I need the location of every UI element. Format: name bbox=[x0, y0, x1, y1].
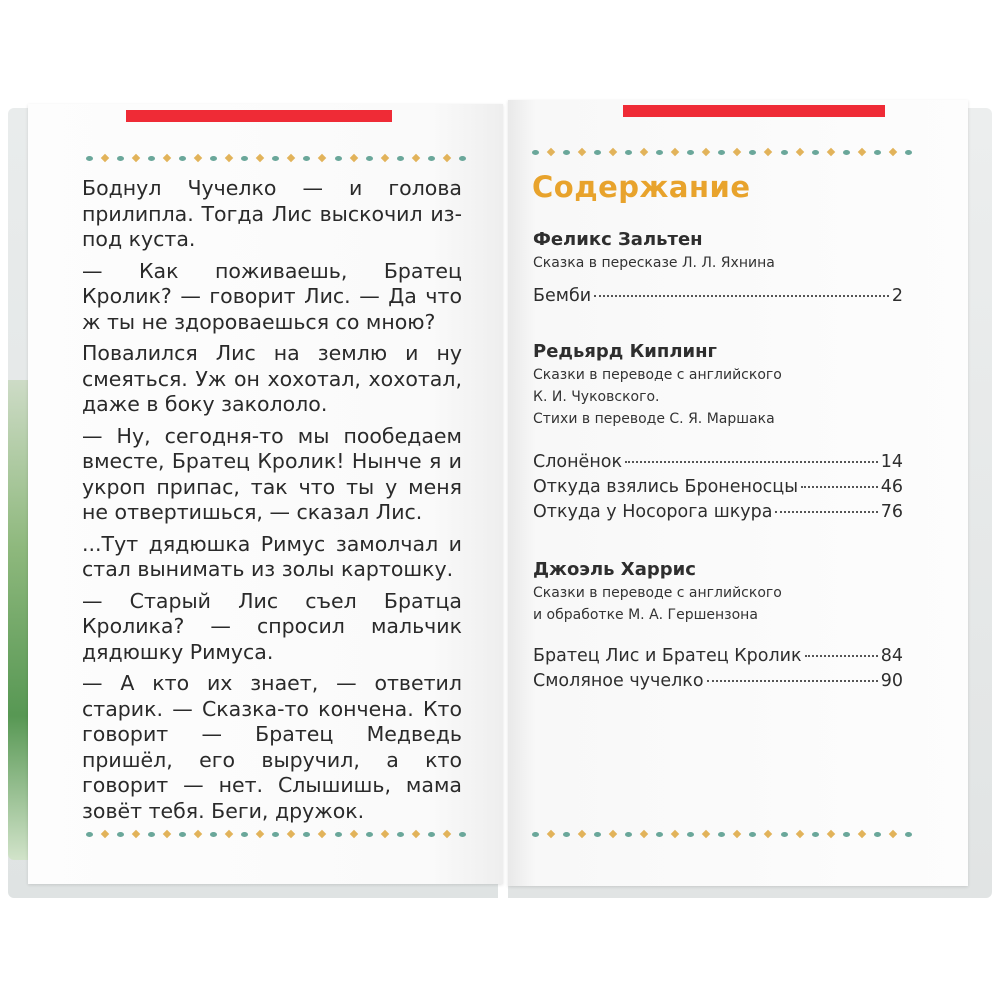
toc-entry-title: Бемби bbox=[533, 286, 592, 306]
dot-leader bbox=[805, 655, 878, 657]
paragraph: Повалился Лис на землю и ну смеяться. Уж он хохотал, хохотал, даже в боку закололо. bbox=[82, 341, 462, 416]
leaf-ornament-icon bbox=[812, 832, 819, 837]
diamond-ornament-icon bbox=[888, 148, 896, 156]
toc-note: Сказки в переводе с английского bbox=[533, 585, 782, 601]
leaf-ornament-icon bbox=[749, 150, 756, 155]
leaf-ornament-icon bbox=[656, 150, 663, 155]
leaf-ornament-icon bbox=[179, 156, 186, 161]
diamond-ornament-icon bbox=[380, 830, 388, 838]
leaf-ornament-icon bbox=[905, 150, 912, 155]
diamond-ornament-icon bbox=[194, 154, 202, 162]
toc-author: Редьярд Киплинг bbox=[533, 341, 717, 362]
diamond-ornament-icon bbox=[547, 148, 555, 156]
diamond-ornament-icon bbox=[287, 154, 295, 162]
toc-entry-page: 90 bbox=[880, 671, 903, 691]
leaf-ornament-icon bbox=[117, 832, 124, 837]
diamond-ornament-icon bbox=[101, 830, 109, 838]
diamond-ornament-icon bbox=[380, 154, 388, 162]
toc-entry-page: 76 bbox=[880, 502, 903, 522]
toc-entry-page: 14 bbox=[880, 452, 903, 472]
diamond-ornament-icon bbox=[547, 830, 555, 838]
diamond-ornament-icon bbox=[318, 830, 326, 838]
diamond-ornament-icon bbox=[826, 148, 834, 156]
diamond-ornament-icon bbox=[132, 154, 140, 162]
leaf-ornament-icon bbox=[428, 832, 435, 837]
ornament-top-right bbox=[532, 146, 912, 158]
dot-leader bbox=[594, 295, 889, 297]
leaf-ornament-icon bbox=[874, 150, 881, 155]
diamond-ornament-icon bbox=[163, 830, 171, 838]
diamond-ornament-icon bbox=[702, 148, 710, 156]
toc-note: К. И. Чуковского. bbox=[533, 389, 660, 405]
leaf-ornament-icon bbox=[532, 832, 539, 837]
paragraph: — Как поживаешь, Братец Кролик? — говорит Лис. — Да что ж ты не здороваешься со мною? bbox=[82, 258, 462, 334]
toc-section-2 bbox=[533, 340, 903, 525]
leaf-ornament-icon bbox=[397, 156, 404, 161]
leaf-ornament-icon bbox=[428, 156, 435, 161]
leaf-ornament-icon bbox=[397, 832, 404, 837]
diamond-ornament-icon bbox=[163, 154, 171, 162]
diamond-ornament-icon bbox=[132, 830, 140, 838]
diamond-ornament-icon bbox=[256, 154, 264, 162]
diamond-ornament-icon bbox=[225, 830, 233, 838]
toc-entry[interactable] bbox=[533, 284, 903, 309]
toc-entry-page: 2 bbox=[891, 286, 903, 306]
story-text bbox=[82, 176, 462, 824]
toc-entry-title: Смоляное чучелко bbox=[533, 671, 704, 691]
diamond-ornament-icon bbox=[411, 830, 419, 838]
paragraph: — А кто их знает, — ответил старик. — Сказка-то кончена. Кто говорит — Братец Медведь пришёл, его выручил, а кто говорит — нет. Слышишь, мама зовёт тебя. Беги, дружок. bbox=[82, 671, 462, 823]
dot-leader bbox=[801, 486, 878, 488]
diamond-ornament-icon bbox=[671, 830, 679, 838]
leaf-ornament-icon bbox=[625, 832, 632, 837]
leaf-ornament-icon bbox=[594, 832, 601, 837]
leaf-ornament-icon bbox=[812, 150, 819, 155]
leaf-ornament-icon bbox=[718, 832, 725, 837]
dot-leader bbox=[707, 680, 878, 682]
diamond-ornament-icon bbox=[609, 148, 617, 156]
diamond-ornament-icon bbox=[225, 154, 233, 162]
paragraph: ...Тут дядюшка Римус замолчал и стал вынимать из золы картошку. bbox=[82, 531, 462, 581]
leaf-ornament-icon bbox=[366, 156, 373, 161]
leaf-ornament-icon bbox=[874, 832, 881, 837]
leaf-ornament-icon bbox=[86, 156, 93, 161]
diamond-ornament-icon bbox=[578, 830, 586, 838]
diamond-ornament-icon bbox=[349, 154, 357, 162]
ornament-top-left bbox=[86, 152, 466, 164]
leaf-ornament-icon bbox=[210, 156, 217, 161]
diamond-ornament-icon bbox=[578, 148, 586, 156]
leaf-ornament-icon bbox=[563, 832, 570, 837]
paragraph: — Ну, сегодня-то мы пообедаем вместе, Братец Кролик! Нынче я и укроп припас, так что ты у меня не отвертишься, — сказал Лис. bbox=[82, 423, 462, 524]
toc-entry[interactable] bbox=[533, 669, 903, 694]
diamond-ornament-icon bbox=[609, 830, 617, 838]
toc-section-3 bbox=[533, 558, 903, 694]
diamond-ornament-icon bbox=[702, 830, 710, 838]
leaf-ornament-icon bbox=[843, 150, 850, 155]
leaf-ornament-icon bbox=[303, 832, 310, 837]
diamond-ornament-icon bbox=[764, 830, 772, 838]
leaf-ornament-icon bbox=[781, 832, 788, 837]
diamond-ornament-icon bbox=[857, 148, 865, 156]
toc-entry[interactable] bbox=[533, 475, 903, 500]
leaf-ornament-icon bbox=[687, 150, 694, 155]
leaf-ornament-icon bbox=[459, 832, 466, 837]
toc-note: и обработке М. А. Гершензона bbox=[533, 607, 758, 623]
toc-entry-title: Откуда взялись Броненосцы bbox=[533, 477, 799, 497]
bookmark-ribbon-left bbox=[126, 110, 392, 122]
diamond-ornament-icon bbox=[795, 148, 803, 156]
toc-note: Сказки в переводе с английского bbox=[533, 367, 782, 383]
toc-note: Стихи в переводе С. Я. Маршака bbox=[533, 411, 775, 427]
diamond-ornament-icon bbox=[411, 154, 419, 162]
diamond-ornament-icon bbox=[733, 830, 741, 838]
leaf-ornament-icon bbox=[749, 832, 756, 837]
leaf-ornament-icon bbox=[148, 832, 155, 837]
diamond-ornament-icon bbox=[318, 154, 326, 162]
toc-author: Джоэль Харрис bbox=[533, 559, 696, 580]
diamond-ornament-icon bbox=[194, 830, 202, 838]
toc-author: Феликс Зальтен bbox=[533, 229, 703, 250]
leaf-ornament-icon bbox=[303, 156, 310, 161]
leaf-ornament-icon bbox=[210, 832, 217, 837]
diamond-ornament-icon bbox=[256, 830, 264, 838]
leaf-ornament-icon bbox=[718, 150, 725, 155]
dot-leader bbox=[775, 511, 877, 513]
leaf-ornament-icon bbox=[625, 150, 632, 155]
leaf-ornament-icon bbox=[532, 150, 539, 155]
dot-leader bbox=[625, 461, 878, 463]
leaf-ornament-icon bbox=[781, 150, 788, 155]
leaf-ornament-icon bbox=[687, 832, 694, 837]
leaf-ornament-icon bbox=[241, 832, 248, 837]
leaf-ornament-icon bbox=[459, 156, 466, 161]
toc-title: Содержание bbox=[532, 170, 751, 204]
diamond-ornament-icon bbox=[733, 148, 741, 156]
toc-entry[interactable] bbox=[533, 644, 903, 669]
toc-entry-title: Слонёнок bbox=[533, 452, 623, 472]
ornament-bottom-right bbox=[532, 828, 912, 840]
leaf-ornament-icon bbox=[86, 832, 93, 837]
leaf-ornament-icon bbox=[335, 156, 342, 161]
toc-entry[interactable] bbox=[533, 500, 903, 525]
leaf-ornament-icon bbox=[272, 832, 279, 837]
leaf-ornament-icon bbox=[656, 832, 663, 837]
leaf-ornament-icon bbox=[563, 150, 570, 155]
toc-entry[interactable] bbox=[533, 450, 903, 475]
paragraph: — Старый Лис съел Братца Кролика? — спросил мальчик дядюшку Римуса. bbox=[82, 588, 462, 664]
leaf-ornament-icon bbox=[905, 832, 912, 837]
diamond-ornament-icon bbox=[640, 148, 648, 156]
leaf-ornament-icon bbox=[843, 832, 850, 837]
toc-section-1 bbox=[533, 228, 903, 309]
diamond-ornament-icon bbox=[888, 830, 896, 838]
diamond-ornament-icon bbox=[287, 830, 295, 838]
diamond-ornament-icon bbox=[857, 830, 865, 838]
diamond-ornament-icon bbox=[795, 830, 803, 838]
diamond-ornament-icon bbox=[671, 148, 679, 156]
leaf-ornament-icon bbox=[335, 832, 342, 837]
leaf-ornament-icon bbox=[594, 150, 601, 155]
diamond-ornament-icon bbox=[442, 830, 450, 838]
leaf-ornament-icon bbox=[241, 156, 248, 161]
diamond-ornament-icon bbox=[442, 154, 450, 162]
leaf-ornament-icon bbox=[366, 832, 373, 837]
diamond-ornament-icon bbox=[101, 154, 109, 162]
ornament-bottom-left bbox=[86, 828, 466, 840]
leaf-ornament-icon bbox=[179, 832, 186, 837]
toc-entry-title: Откуда у Носорога шкура bbox=[533, 502, 773, 522]
bookmark-ribbon-right bbox=[623, 105, 885, 117]
toc-entry-title: Братец Лис и Братец Кролик bbox=[533, 646, 802, 666]
diamond-ornament-icon bbox=[826, 830, 834, 838]
toc-entry-page: 84 bbox=[880, 646, 903, 666]
leaf-ornament-icon bbox=[148, 156, 155, 161]
toc-note: Сказка в пересказе Л. Л. Яхнина bbox=[533, 255, 775, 271]
leaf-ornament-icon bbox=[272, 156, 279, 161]
diamond-ornament-icon bbox=[349, 830, 357, 838]
leaf-ornament-icon bbox=[117, 156, 124, 161]
toc-entry-page: 46 bbox=[880, 477, 903, 497]
diamond-ornament-icon bbox=[640, 830, 648, 838]
paragraph: Боднул Чучелко — и голова прилипла. Тогда Лис выскочил из-под куста. bbox=[82, 176, 462, 251]
diamond-ornament-icon bbox=[764, 148, 772, 156]
